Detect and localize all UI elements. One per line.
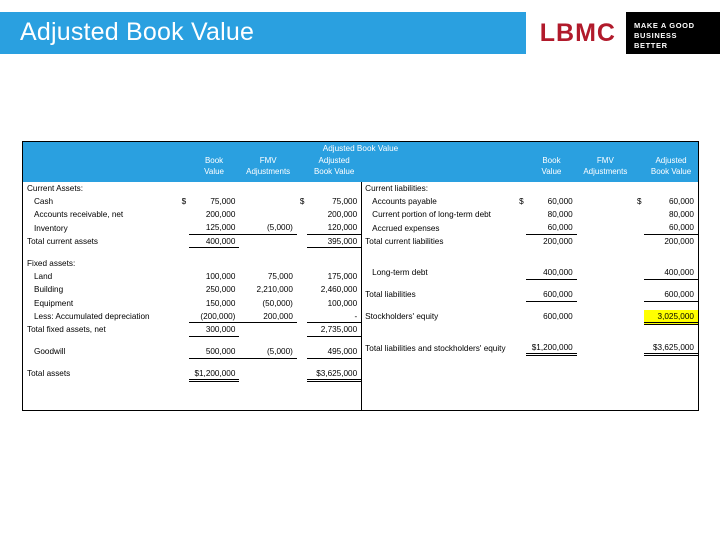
liabilities-row-fmv-adjustment bbox=[577, 288, 634, 301]
spacer-cell bbox=[239, 248, 296, 257]
table-row bbox=[361, 324, 698, 333]
spacer-cell bbox=[297, 248, 307, 257]
spacer-cell bbox=[526, 248, 577, 257]
spacer-cell bbox=[297, 358, 307, 367]
table-row bbox=[361, 279, 698, 288]
liabilities-row-currency-symbol bbox=[516, 266, 526, 279]
assets-row-fmv-adjustment bbox=[239, 367, 296, 380]
spacer-cell bbox=[361, 279, 516, 288]
liabilities-row-book-value: 60,000 bbox=[547, 197, 573, 207]
spacer-cell bbox=[189, 336, 240, 345]
liabilities-row-fmv-adjustment bbox=[577, 208, 634, 221]
spacer-cell bbox=[577, 324, 634, 333]
assets-row-adjusted-book-value bbox=[307, 257, 361, 270]
assets-row-fmv-adjustment bbox=[239, 208, 296, 221]
assets-row-currency-symbol bbox=[179, 235, 189, 248]
stockholders-equity-adjusted-value: 3,025,000 bbox=[644, 310, 698, 323]
liabilities-header-blank-dollar bbox=[516, 155, 526, 182]
assets-header-adjusted: Adjusted Book Value bbox=[307, 155, 361, 182]
spacer-cell bbox=[526, 257, 577, 266]
table-row bbox=[23, 310, 361, 323]
assets-row-label: Inventory bbox=[34, 223, 68, 233]
assets-row-currency-symbol bbox=[179, 257, 189, 270]
assets-row-fmv-adjustment: 2,210,000 bbox=[256, 285, 293, 295]
table-row bbox=[23, 235, 361, 248]
assets-row-adj-currency-symbol: $ bbox=[299, 197, 305, 207]
liabilities-table bbox=[361, 155, 698, 356]
spacer-cell bbox=[516, 301, 526, 310]
assets-row-book-value: 300,000 bbox=[189, 323, 240, 336]
liabilities-row-book-value: $1,200,000 bbox=[526, 342, 577, 355]
assets-row-book-value: 150,000 bbox=[205, 298, 236, 308]
liabilities-row-adj-currency-symbol bbox=[634, 222, 644, 235]
liabilities-row-currency-symbol bbox=[516, 288, 526, 301]
table-row bbox=[23, 248, 361, 257]
table-row bbox=[23, 182, 361, 195]
assets-row-fmv-adjustment: 200,000 bbox=[239, 310, 296, 323]
assets-row-adjusted-book-value: $3,625,000 bbox=[307, 367, 361, 380]
spacer-cell bbox=[516, 333, 526, 342]
table-row bbox=[23, 345, 361, 358]
spacer-cell bbox=[361, 333, 516, 342]
liabilities-row-fmv-adjustment bbox=[577, 342, 634, 355]
liabilities-row-fmv-adjustment bbox=[577, 195, 634, 208]
assets-row-book-value: 100,000 bbox=[205, 272, 236, 282]
assets-header-fmv: FMV Adjustments bbox=[239, 155, 296, 182]
assets-row-currency-symbol: $ bbox=[181, 197, 187, 207]
spacer-cell bbox=[526, 333, 577, 342]
liabilities-row-label: Stockholders' equity bbox=[365, 312, 439, 322]
assets-row-adj-currency-symbol bbox=[297, 297, 307, 310]
liabilities-row-currency-symbol bbox=[516, 208, 526, 221]
assets-row-currency-symbol bbox=[179, 270, 189, 283]
liabilities-row-adj-currency-symbol bbox=[634, 235, 644, 248]
table-row bbox=[361, 235, 698, 248]
assets-row-label: Equipment bbox=[34, 298, 74, 308]
assets-row-adjusted-book-value: 100,000 bbox=[327, 298, 358, 308]
assets-row-adj-currency-symbol bbox=[297, 182, 307, 195]
assets-row-fmv-adjustment: 75,000 bbox=[267, 272, 293, 282]
liabilities-row-adj-currency-symbol: $ bbox=[636, 197, 642, 207]
assets-header-book-value: Book Value bbox=[189, 155, 240, 182]
liabilities-row-currency-symbol bbox=[516, 342, 526, 355]
assets-row-adjusted-book-value: 2,460,000 bbox=[320, 285, 358, 295]
assets-row-fmv-adjustment bbox=[239, 195, 296, 208]
assets-row-currency-symbol bbox=[179, 208, 189, 221]
liabilities-row-adj-currency-symbol bbox=[634, 342, 644, 355]
assets-row-fmv-adjustment bbox=[239, 235, 296, 248]
liabilities-row-book-value: 200,000 bbox=[543, 237, 573, 247]
liabilities-row-adjusted-book-value: 200,000 bbox=[664, 237, 694, 247]
table-title: Adjusted Book Value bbox=[23, 142, 698, 155]
liabilities-row-currency-symbol bbox=[516, 235, 526, 248]
assets-row-currency-symbol bbox=[179, 283, 189, 296]
assets-row-label: Total current assets bbox=[27, 236, 98, 246]
logo-tagline-line1: MAKE A GOOD bbox=[634, 21, 695, 30]
logo-wordmark: LBMC bbox=[526, 12, 626, 54]
assets-panel bbox=[23, 155, 361, 412]
assets-row-fmv-adjustment bbox=[239, 257, 296, 270]
spacer-cell bbox=[361, 248, 516, 257]
liabilities-row-label: Total current liabilities bbox=[365, 236, 444, 246]
assets-row-book-value bbox=[189, 182, 240, 195]
assets-row-label: Current Assets: bbox=[27, 184, 83, 194]
liabilities-row-book-value: 600,000 bbox=[543, 312, 573, 322]
table-row bbox=[23, 283, 361, 296]
spacer-cell bbox=[516, 324, 526, 333]
spacer-cell bbox=[516, 279, 526, 288]
liabilities-header-blank-dollar2 bbox=[634, 155, 644, 182]
liabilities-row-fmv-adjustment bbox=[577, 266, 634, 279]
spacer-cell bbox=[516, 257, 526, 266]
assets-row-adjusted-book-value: 200,000 bbox=[327, 210, 358, 220]
liabilities-row-adj-currency-symbol bbox=[634, 208, 644, 221]
assets-row-adjusted-book-value: 120,000 bbox=[307, 222, 361, 235]
assets-row-adjusted-book-value: - bbox=[307, 310, 361, 323]
assets-row-label: Accounts receivable, net bbox=[34, 210, 124, 220]
assets-row-currency-symbol bbox=[179, 222, 189, 235]
liabilities-row-book-value: 60,000 bbox=[526, 222, 577, 235]
spacer-cell bbox=[634, 279, 644, 288]
assets-row-fmv-adjustment: (5,000) bbox=[239, 345, 296, 358]
assets-row-adj-currency-symbol bbox=[297, 283, 307, 296]
spacer-cell bbox=[307, 248, 361, 257]
table-row bbox=[23, 323, 361, 336]
slide-header bbox=[0, 12, 720, 54]
liabilities-row-fmv-adjustment bbox=[577, 182, 634, 195]
liabilities-header-fmv: FMV Adjustments bbox=[577, 155, 634, 182]
assets-row-book-value: 125,000 bbox=[189, 222, 240, 235]
assets-header-blank-dollar2 bbox=[297, 155, 307, 182]
table-row bbox=[361, 333, 698, 342]
spacer-cell bbox=[179, 358, 189, 367]
assets-row-currency-symbol bbox=[179, 345, 189, 358]
liabilities-row-label: Total liabilities and stockholders' equity bbox=[365, 343, 506, 353]
table-row bbox=[23, 208, 361, 221]
table-row bbox=[361, 222, 698, 235]
liabilities-row-label: Current liabilities: bbox=[365, 184, 428, 194]
table-row bbox=[361, 195, 698, 208]
spacer-cell bbox=[644, 279, 698, 288]
assets-row-adjusted-book-value bbox=[307, 182, 361, 195]
table-row bbox=[361, 182, 698, 195]
assets-row-currency-symbol bbox=[179, 297, 189, 310]
assets-row-book-value: (200,000) bbox=[189, 310, 240, 323]
table-row bbox=[23, 195, 361, 208]
liabilities-row-adj-currency-symbol bbox=[634, 288, 644, 301]
spacer-cell bbox=[297, 336, 307, 345]
assets-row-label: Less: Accumulated depreciation bbox=[34, 311, 150, 321]
assets-row-label: Total assets bbox=[27, 369, 71, 379]
table-row bbox=[361, 266, 698, 279]
footer-bar bbox=[0, 531, 720, 539]
liabilities-body bbox=[361, 182, 698, 355]
liabilities-row-fmv-adjustment bbox=[577, 222, 634, 235]
spacer-cell bbox=[516, 248, 526, 257]
liabilities-row-adjusted-book-value: $3,625,000 bbox=[644, 342, 698, 355]
lbmc-logo bbox=[526, 12, 720, 54]
assets-row-adj-currency-symbol bbox=[297, 222, 307, 235]
spacer-cell bbox=[179, 336, 189, 345]
spacer-cell bbox=[179, 248, 189, 257]
table-row bbox=[23, 297, 361, 310]
liabilities-row-adjusted-book-value: 600,000 bbox=[644, 288, 698, 301]
liabilities-row-book-value bbox=[526, 182, 577, 195]
spacer-cell bbox=[577, 333, 634, 342]
assets-row-label: Building bbox=[34, 285, 64, 295]
spacer-cell bbox=[361, 257, 516, 266]
spacer-cell bbox=[526, 279, 577, 288]
table-row bbox=[23, 358, 361, 367]
table-row bbox=[361, 288, 698, 301]
assets-row-label: Land bbox=[34, 272, 53, 282]
spacer-cell bbox=[644, 301, 698, 310]
spacer-cell bbox=[189, 248, 240, 257]
spacer-cell bbox=[634, 257, 644, 266]
liabilities-header-book-value: Book Value bbox=[526, 155, 577, 182]
adjusted-book-value-table bbox=[22, 141, 699, 411]
page-title: Adjusted Book Value bbox=[20, 18, 255, 46]
liabilities-row-fmv-adjustment bbox=[577, 310, 634, 323]
assets-row-adj-currency-symbol bbox=[297, 310, 307, 323]
assets-row-book-value: 500,000 bbox=[189, 345, 240, 358]
assets-row-adj-currency-symbol bbox=[297, 345, 307, 358]
spacer-cell bbox=[23, 248, 179, 257]
spacer-cell bbox=[577, 248, 634, 257]
liabilities-panel bbox=[361, 155, 698, 412]
assets-row-currency-symbol bbox=[179, 310, 189, 323]
liabilities-header-row bbox=[361, 155, 698, 182]
assets-row-fmv-adjustment: (5,000) bbox=[239, 222, 296, 235]
spacer-cell bbox=[526, 301, 577, 310]
assets-row-currency-symbol bbox=[179, 182, 189, 195]
assets-row-adj-currency-symbol bbox=[297, 208, 307, 221]
assets-row-adj-currency-symbol bbox=[297, 270, 307, 283]
spacer-cell bbox=[361, 301, 516, 310]
spacer-cell bbox=[307, 336, 361, 345]
liabilities-header-blank bbox=[361, 155, 516, 182]
liabilities-row-book-value: 600,000 bbox=[526, 288, 577, 301]
liabilities-row-adj-currency-symbol bbox=[634, 310, 644, 323]
table-row bbox=[23, 222, 361, 235]
assets-row-adj-currency-symbol bbox=[297, 235, 307, 248]
assets-row-fmv-adjustment bbox=[239, 323, 296, 336]
spacer-cell bbox=[644, 257, 698, 266]
spacer-cell bbox=[644, 324, 698, 333]
spacer-cell bbox=[577, 301, 634, 310]
table-row bbox=[361, 208, 698, 221]
table-row bbox=[23, 270, 361, 283]
liabilities-row-adjusted-book-value: 400,000 bbox=[644, 266, 698, 279]
assets-row-adjusted-book-value: 395,000 bbox=[307, 235, 361, 248]
liabilities-row-label: Current portion of long-term debt bbox=[372, 210, 491, 220]
liabilities-row-currency-symbol bbox=[516, 310, 526, 323]
assets-row-label: Fixed assets: bbox=[27, 259, 76, 269]
assets-row-currency-symbol bbox=[179, 367, 189, 380]
assets-body bbox=[23, 182, 361, 380]
liabilities-row-adj-currency-symbol bbox=[634, 266, 644, 279]
logo-tagline bbox=[626, 12, 720, 54]
spacer-cell bbox=[189, 358, 240, 367]
liabilities-row-adjusted-book-value bbox=[644, 182, 698, 195]
assets-table bbox=[23, 155, 361, 382]
spacer-cell bbox=[239, 358, 296, 367]
assets-row-adjusted-book-value: 2,735,000 bbox=[307, 323, 361, 336]
spacer-cell bbox=[361, 324, 516, 333]
table-row bbox=[361, 342, 698, 355]
table-row bbox=[23, 257, 361, 270]
spacer-cell bbox=[634, 248, 644, 257]
liabilities-row-adjusted-book-value: 60,000 bbox=[644, 222, 698, 235]
spacer-cell bbox=[644, 248, 698, 257]
liabilities-row-adjusted-book-value: 80,000 bbox=[668, 210, 694, 220]
spacer-cell bbox=[634, 301, 644, 310]
assets-row-label: Cash bbox=[34, 197, 54, 207]
liabilities-row-fmv-adjustment bbox=[577, 235, 634, 248]
assets-row-book-value bbox=[189, 257, 240, 270]
liabilities-row-currency-symbol: $ bbox=[519, 197, 524, 207]
spacer-cell bbox=[644, 333, 698, 342]
assets-row-label: Goodwill bbox=[34, 347, 66, 357]
assets-row-adjusted-book-value: 495,000 bbox=[307, 345, 361, 358]
spacer-cell bbox=[577, 279, 634, 288]
assets-row-book-value: 75,000 bbox=[210, 197, 236, 207]
assets-header-blank bbox=[23, 155, 179, 182]
spacer-cell bbox=[307, 358, 361, 367]
spacer-cell bbox=[577, 257, 634, 266]
logo-tagline-line2: BUSINESS BETTER bbox=[634, 31, 678, 50]
assets-row-adjusted-book-value: 175,000 bbox=[327, 272, 358, 282]
spacer-cell bbox=[23, 336, 179, 345]
assets-row-adj-currency-symbol bbox=[297, 257, 307, 270]
table-row bbox=[361, 248, 698, 257]
liabilities-row-label: Long-term debt bbox=[372, 268, 428, 278]
spacer-cell bbox=[526, 324, 577, 333]
assets-row-currency-symbol bbox=[179, 323, 189, 336]
assets-row-label: Total fixed assets, net bbox=[27, 324, 106, 334]
table-row bbox=[361, 310, 698, 323]
assets-row-book-value: 250,000 bbox=[205, 285, 236, 295]
table-row bbox=[361, 257, 698, 266]
assets-header-blank-dollar bbox=[179, 155, 189, 182]
spacer-cell bbox=[634, 333, 644, 342]
assets-header-row bbox=[23, 155, 361, 182]
liabilities-row-label: Accrued expenses bbox=[372, 223, 440, 233]
liabilities-row-adjusted-book-value: 60,000 bbox=[668, 197, 694, 207]
spacer-cell bbox=[634, 324, 644, 333]
liabilities-row-label: Accounts payable bbox=[372, 197, 437, 207]
liabilities-row-adj-currency-symbol bbox=[634, 182, 644, 195]
assets-row-adjusted-book-value: 75,000 bbox=[332, 197, 358, 207]
liabilities-header-adjusted: Adjusted Book Value bbox=[644, 155, 698, 182]
assets-row-adj-currency-symbol bbox=[297, 367, 307, 380]
assets-row-book-value: $1,200,000 bbox=[189, 367, 240, 380]
assets-row-fmv-adjustment: (50,000) bbox=[262, 298, 293, 308]
table-row bbox=[23, 367, 361, 380]
table-row bbox=[23, 336, 361, 345]
table-row bbox=[361, 301, 698, 310]
liabilities-row-currency-symbol bbox=[516, 182, 526, 195]
liabilities-row-label: Total liabilities bbox=[365, 290, 416, 300]
liabilities-row-currency-symbol bbox=[516, 222, 526, 235]
assets-row-book-value: 400,000 bbox=[189, 235, 240, 248]
assets-row-adj-currency-symbol bbox=[297, 323, 307, 336]
spacer-cell bbox=[239, 336, 296, 345]
assets-row-book-value: 200,000 bbox=[205, 210, 236, 220]
assets-row-fmv-adjustment bbox=[239, 182, 296, 195]
spacer-cell bbox=[23, 358, 179, 367]
liabilities-row-book-value: 400,000 bbox=[526, 266, 577, 279]
liabilities-row-book-value: 80,000 bbox=[547, 210, 573, 220]
